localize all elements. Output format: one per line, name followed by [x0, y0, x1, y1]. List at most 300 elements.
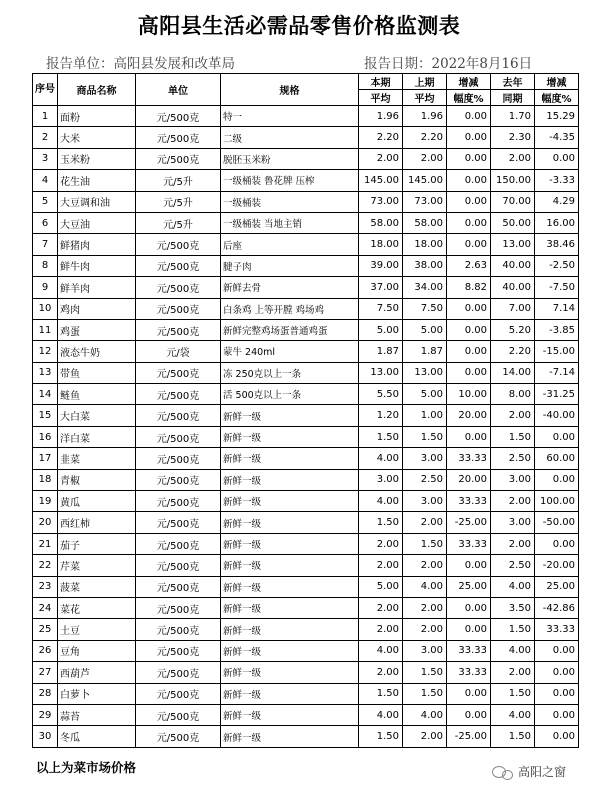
cell-unit: 元/500克 — [136, 127, 221, 148]
cell-spec: 脱胚玉米粉 — [221, 148, 359, 169]
cell-change: 33.33 — [447, 640, 491, 661]
cell-last-year: 2.00 — [491, 148, 535, 169]
cell-seq: 14 — [33, 384, 58, 405]
cell-spec: 新鲜一级 — [221, 426, 359, 447]
cell-last-year: 1.50 — [491, 619, 535, 640]
header-current-top: 本期 — [359, 74, 403, 90]
cell-change: 20.00 — [447, 405, 491, 426]
cell-current: 4.00 — [359, 491, 403, 512]
cell-previous: 73.00 — [403, 191, 447, 212]
table-row — [33, 619, 579, 640]
cell-spec: 活 500克以上一条 — [221, 384, 359, 405]
cell-seq: 4 — [33, 170, 58, 191]
cell-unit: 元/500克 — [136, 298, 221, 319]
cell-spec: 白条鸡 上等开膛 鸡场鸡 — [221, 298, 359, 319]
header-previous-top: 上期 — [403, 74, 447, 90]
cell-yoy: 4.29 — [535, 191, 579, 212]
cell-unit: 元/5升 — [136, 170, 221, 191]
table-row — [33, 405, 579, 426]
cell-name: 青椒 — [58, 469, 136, 490]
table-row — [33, 212, 579, 233]
cell-name: 玉米粉 — [58, 148, 136, 169]
table-row — [33, 726, 579, 747]
table-body — [33, 106, 579, 748]
cell-name: 带鱼 — [58, 362, 136, 383]
cell-unit: 元/500克 — [136, 384, 221, 405]
cell-seq: 6 — [33, 212, 58, 233]
cell-change: -25.00 — [447, 726, 491, 747]
cell-spec: 新鲜一级 — [221, 619, 359, 640]
cell-previous: 3.00 — [403, 448, 447, 469]
cell-seq: 22 — [33, 555, 58, 576]
cell-unit: 元/500克 — [136, 234, 221, 255]
cell-unit: 元/500克 — [136, 469, 221, 490]
cell-change: -25.00 — [447, 512, 491, 533]
cell-current: 58.00 — [359, 212, 403, 233]
cell-spec: 新鲜一级 — [221, 726, 359, 747]
header-yoy-bottom: 幅度% — [535, 90, 579, 106]
cell-yoy: -7.50 — [535, 277, 579, 298]
cell-unit: 元/500克 — [136, 148, 221, 169]
cell-previous: 3.00 — [403, 640, 447, 661]
table-row — [33, 597, 579, 618]
table-row — [33, 448, 579, 469]
cell-yoy: -7.14 — [535, 362, 579, 383]
cell-name: 茄子 — [58, 533, 136, 554]
header-change-top: 增减 — [447, 74, 491, 90]
table-row — [33, 384, 579, 405]
cell-seq: 16 — [33, 426, 58, 447]
cell-change: 33.33 — [447, 491, 491, 512]
cell-change: 10.00 — [447, 384, 491, 405]
cell-unit: 元/500克 — [136, 683, 221, 704]
cell-yoy: 38.46 — [535, 234, 579, 255]
cell-change: 0.00 — [447, 127, 491, 148]
cell-last-year: 2.30 — [491, 127, 535, 148]
cell-seq: 26 — [33, 640, 58, 661]
header-last-year-bottom: 同期 — [491, 90, 535, 106]
cell-change: 0.00 — [447, 148, 491, 169]
cell-last-year: 2.20 — [491, 341, 535, 362]
cell-seq: 9 — [33, 277, 58, 298]
cell-yoy: 7.14 — [535, 298, 579, 319]
cell-last-year: 3.00 — [491, 512, 535, 533]
cell-name: 洋白菜 — [58, 426, 136, 447]
cell-current: 1.20 — [359, 405, 403, 426]
cell-unit: 元/500克 — [136, 726, 221, 747]
cell-yoy: -20.00 — [535, 555, 579, 576]
header-current-bottom: 平均 — [359, 90, 403, 106]
cell-last-year: 2.00 — [491, 533, 535, 554]
table-row — [33, 277, 579, 298]
cell-current: 4.00 — [359, 448, 403, 469]
cell-change: 0.00 — [447, 234, 491, 255]
cell-last-year: 40.00 — [491, 277, 535, 298]
header-last-year-top: 去年 — [491, 74, 535, 90]
cell-current: 4.00 — [359, 640, 403, 661]
cell-current: 2.00 — [359, 662, 403, 683]
cell-name: 芹菜 — [58, 555, 136, 576]
cell-name: 大白菜 — [58, 405, 136, 426]
cell-name: 菠菜 — [58, 576, 136, 597]
cell-change: 0.00 — [447, 170, 491, 191]
cell-seq: 24 — [33, 597, 58, 618]
cell-spec: 新鲜一级 — [221, 469, 359, 490]
cell-seq: 10 — [33, 298, 58, 319]
cell-last-year: 8.00 — [491, 384, 535, 405]
table-row — [33, 255, 579, 276]
cell-previous: 38.00 — [403, 255, 447, 276]
cell-current: 4.00 — [359, 704, 403, 725]
cell-unit: 元/500克 — [136, 106, 221, 127]
header-seq: 序号 — [33, 74, 58, 106]
cell-current: 2.00 — [359, 533, 403, 554]
cell-unit: 元/500克 — [136, 255, 221, 276]
cell-change: 0.00 — [447, 191, 491, 212]
cell-yoy: 0.00 — [535, 662, 579, 683]
table-row — [33, 319, 579, 340]
cell-name: 土豆 — [58, 619, 136, 640]
cell-change: 2.63 — [447, 255, 491, 276]
cell-last-year: 50.00 — [491, 212, 535, 233]
cell-name: 鲢鱼 — [58, 384, 136, 405]
cell-unit: 元/5升 — [136, 191, 221, 212]
cell-yoy: 0.00 — [535, 148, 579, 169]
cell-spec: 新鲜一级 — [221, 533, 359, 554]
cell-seq: 7 — [33, 234, 58, 255]
header-spec: 规格 — [221, 74, 359, 106]
cell-yoy: 15.29 — [535, 106, 579, 127]
cell-seq: 30 — [33, 726, 58, 747]
cell-spec: 新鲜一级 — [221, 576, 359, 597]
cell-unit: 元/500克 — [136, 491, 221, 512]
cell-spec: 新鲜一级 — [221, 683, 359, 704]
table-row — [33, 469, 579, 490]
cell-name: 大豆调和油 — [58, 191, 136, 212]
cell-yoy: -31.25 — [535, 384, 579, 405]
cell-name: 鲜牛肉 — [58, 255, 136, 276]
cell-unit: 元/500克 — [136, 576, 221, 597]
cell-yoy: 0.00 — [535, 533, 579, 554]
cell-previous: 4.00 — [403, 704, 447, 725]
cell-previous: 145.00 — [403, 170, 447, 191]
watermark — [492, 763, 566, 780]
cell-name: 鸡肉 — [58, 298, 136, 319]
table-row — [33, 704, 579, 725]
cell-previous: 5.00 — [403, 319, 447, 340]
cell-change: 33.33 — [447, 448, 491, 469]
cell-last-year: 1.50 — [491, 426, 535, 447]
cell-unit: 元/500克 — [136, 597, 221, 618]
cell-current: 2.00 — [359, 619, 403, 640]
cell-spec: 新鲜去骨 — [221, 277, 359, 298]
report-unit: 报告单位：高阳县发展和改革局 — [46, 56, 235, 72]
cell-current: 2.00 — [359, 555, 403, 576]
cell-current: 2.00 — [359, 597, 403, 618]
cell-yoy: 100.00 — [535, 491, 579, 512]
cell-spec: 一级桶装 鲁花牌 压榨 — [221, 170, 359, 191]
cell-change: 33.33 — [447, 662, 491, 683]
header-previous-bottom: 平均 — [403, 90, 447, 106]
cell-seq: 29 — [33, 704, 58, 725]
cell-previous: 1.50 — [403, 662, 447, 683]
cell-spec: 新鲜完整鸡场蛋普通鸡蛋 — [221, 319, 359, 340]
cell-current: 7.50 — [359, 298, 403, 319]
cell-spec: 后座 — [221, 234, 359, 255]
cell-previous: 58.00 — [403, 212, 447, 233]
cell-last-year: 13.00 — [491, 234, 535, 255]
cell-yoy: -3.33 — [535, 170, 579, 191]
cell-last-year: 4.00 — [491, 704, 535, 725]
cell-last-year: 2.00 — [491, 405, 535, 426]
cell-yoy: -42.86 — [535, 597, 579, 618]
cell-name: 大豆油 — [58, 212, 136, 233]
cell-current: 5.00 — [359, 319, 403, 340]
report-date: 报告日期：2022年8月16日 — [364, 56, 533, 72]
cell-name: 白萝卜 — [58, 683, 136, 704]
cell-spec: 新鲜一级 — [221, 640, 359, 661]
table-row — [33, 555, 579, 576]
cell-current: 5.50 — [359, 384, 403, 405]
table-row — [33, 533, 579, 554]
cell-seq: 23 — [33, 576, 58, 597]
cell-seq: 21 — [33, 533, 58, 554]
cell-previous: 1.50 — [403, 533, 447, 554]
cell-current: 1.96 — [359, 106, 403, 127]
cell-seq: 18 — [33, 469, 58, 490]
cell-name: 菜花 — [58, 597, 136, 618]
cell-previous: 1.96 — [403, 106, 447, 127]
cell-name: 面粉 — [58, 106, 136, 127]
cell-yoy: -3.85 — [535, 319, 579, 340]
cell-spec: 蒙牛 240ml — [221, 341, 359, 362]
cell-spec: 冻 250克以上一条 — [221, 362, 359, 383]
price-table — [32, 73, 579, 748]
cell-current: 1.50 — [359, 426, 403, 447]
cell-last-year: 14.00 — [491, 362, 535, 383]
cell-change: 20.00 — [447, 469, 491, 490]
cell-previous: 2.20 — [403, 127, 447, 148]
cell-change: 0.00 — [447, 298, 491, 319]
cell-last-year: 1.50 — [491, 726, 535, 747]
cell-seq: 13 — [33, 362, 58, 383]
cell-last-year: 150.00 — [491, 170, 535, 191]
table-row — [33, 426, 579, 447]
table-row — [33, 491, 579, 512]
table-row — [33, 191, 579, 212]
page-title: 高阳县生活必需品零售价格监测表 — [137, 14, 461, 38]
cell-unit: 元/5升 — [136, 212, 221, 233]
cell-previous: 13.00 — [403, 362, 447, 383]
cell-yoy: 0.00 — [535, 704, 579, 725]
cell-yoy: -15.00 — [535, 341, 579, 362]
cell-spec: 腱子肉 — [221, 255, 359, 276]
cell-spec: 新鲜一级 — [221, 555, 359, 576]
cell-unit: 元/500克 — [136, 662, 221, 683]
cell-spec: 新鲜一级 — [221, 405, 359, 426]
cell-last-year: 70.00 — [491, 191, 535, 212]
cell-seq: 5 — [33, 191, 58, 212]
cell-previous: 2.00 — [403, 619, 447, 640]
cell-unit: 元/500克 — [136, 555, 221, 576]
cell-yoy: 60.00 — [535, 448, 579, 469]
table-row — [33, 362, 579, 383]
cell-name: 蒜苔 — [58, 704, 136, 725]
cell-name: 液态牛奶 — [58, 341, 136, 362]
cell-name: 冬瓜 — [58, 726, 136, 747]
cell-seq: 25 — [33, 619, 58, 640]
table-row — [33, 512, 579, 533]
cell-change: 0.00 — [447, 619, 491, 640]
cell-change: 0.00 — [447, 597, 491, 618]
cell-unit: 元/袋 — [136, 341, 221, 362]
cell-change: 0.00 — [447, 362, 491, 383]
cell-name: 鲜羊肉 — [58, 277, 136, 298]
cell-previous: 34.00 — [403, 277, 447, 298]
cell-unit: 元/500克 — [136, 704, 221, 725]
cell-name: 花生油 — [58, 170, 136, 191]
cell-current: 37.00 — [359, 277, 403, 298]
cell-change: 0.00 — [447, 704, 491, 725]
header-unit: 单位 — [136, 74, 221, 106]
cell-seq: 15 — [33, 405, 58, 426]
cell-name: 鲜猪肉 — [58, 234, 136, 255]
cell-seq: 2 — [33, 127, 58, 148]
cell-spec: 新鲜一级 — [221, 512, 359, 533]
cell-previous: 1.00 — [403, 405, 447, 426]
cell-unit: 元/500克 — [136, 640, 221, 661]
cell-unit: 元/500克 — [136, 319, 221, 340]
table-row — [33, 576, 579, 597]
cell-current: 145.00 — [359, 170, 403, 191]
cell-current: 5.00 — [359, 576, 403, 597]
cell-change: 33.33 — [447, 533, 491, 554]
cell-change: 0.00 — [447, 555, 491, 576]
cell-seq: 11 — [33, 319, 58, 340]
cell-last-year: 4.00 — [491, 576, 535, 597]
cell-previous: 5.00 — [403, 384, 447, 405]
cell-name: 鸡蛋 — [58, 319, 136, 340]
table-row — [33, 298, 579, 319]
cell-current: 39.00 — [359, 255, 403, 276]
cell-previous: 2.00 — [403, 555, 447, 576]
cell-seq: 20 — [33, 512, 58, 533]
cell-spec: 一级桶装 当地主销 — [221, 212, 359, 233]
cell-previous: 2.00 — [403, 512, 447, 533]
header-change-bottom: 幅度% — [447, 90, 491, 106]
cell-unit: 元/500克 — [136, 426, 221, 447]
cell-current: 1.50 — [359, 726, 403, 747]
cell-seq: 12 — [33, 341, 58, 362]
cell-previous: 1.50 — [403, 426, 447, 447]
wechat-icon — [492, 764, 514, 780]
cell-yoy: -2.50 — [535, 255, 579, 276]
watermark-text: 高阳之窗 — [518, 765, 567, 779]
cell-last-year: 2.00 — [491, 491, 535, 512]
cell-previous: 2.00 — [403, 597, 447, 618]
cell-last-year: 40.00 — [491, 255, 535, 276]
table-row — [33, 234, 579, 255]
cell-name: 豆角 — [58, 640, 136, 661]
cell-unit: 元/500克 — [136, 362, 221, 383]
cell-change: 0.00 — [447, 106, 491, 127]
cell-previous: 1.50 — [403, 683, 447, 704]
table-row — [33, 341, 579, 362]
cell-current: 3.00 — [359, 469, 403, 490]
header-name: 商品名称 — [58, 74, 136, 106]
cell-change: 25.00 — [447, 576, 491, 597]
cell-unit: 元/500克 — [136, 448, 221, 469]
cell-change: 0.00 — [447, 212, 491, 233]
cell-unit: 元/500克 — [136, 619, 221, 640]
cell-seq: 17 — [33, 448, 58, 469]
cell-previous: 2.00 — [403, 726, 447, 747]
cell-seq: 1 — [33, 106, 58, 127]
cell-unit: 元/500克 — [136, 512, 221, 533]
cell-spec: 特一 — [221, 106, 359, 127]
cell-previous: 2.50 — [403, 469, 447, 490]
table-row — [33, 170, 579, 191]
cell-yoy: -50.00 — [535, 512, 579, 533]
cell-yoy: 0.00 — [535, 640, 579, 661]
cell-change: 0.00 — [447, 319, 491, 340]
cell-current: 1.50 — [359, 512, 403, 533]
cell-seq: 19 — [33, 491, 58, 512]
cell-change: 0.00 — [447, 341, 491, 362]
table-row — [33, 683, 579, 704]
cell-name: 西葫芦 — [58, 662, 136, 683]
cell-change: 0.00 — [447, 683, 491, 704]
cell-current: 1.87 — [359, 341, 403, 362]
table-row — [33, 106, 579, 127]
cell-previous: 2.00 — [403, 148, 447, 169]
table-row — [33, 127, 579, 148]
cell-seq: 28 — [33, 683, 58, 704]
cell-current: 2.00 — [359, 148, 403, 169]
cell-last-year: 2.00 — [491, 662, 535, 683]
cell-spec: 新鲜一级 — [221, 662, 359, 683]
cell-last-year: 2.50 — [491, 448, 535, 469]
cell-yoy: -40.00 — [535, 405, 579, 426]
cell-current: 18.00 — [359, 234, 403, 255]
cell-last-year: 2.50 — [491, 555, 535, 576]
cell-current: 1.50 — [359, 683, 403, 704]
cell-name: 西红柿 — [58, 512, 136, 533]
cell-previous: 18.00 — [403, 234, 447, 255]
cell-previous: 3.00 — [403, 491, 447, 512]
cell-spec: 新鲜一级 — [221, 597, 359, 618]
cell-previous: 1.87 — [403, 341, 447, 362]
cell-yoy: 0.00 — [535, 469, 579, 490]
cell-last-year: 3.50 — [491, 597, 535, 618]
cell-current: 2.20 — [359, 127, 403, 148]
cell-spec: 新鲜一级 — [221, 491, 359, 512]
header-yoy-top: 增减 — [535, 74, 579, 90]
cell-yoy: 0.00 — [535, 683, 579, 704]
cell-name: 黄瓜 — [58, 491, 136, 512]
cell-unit: 元/500克 — [136, 533, 221, 554]
cell-change: 8.82 — [447, 277, 491, 298]
cell-spec: 一级桶装 — [221, 191, 359, 212]
cell-last-year: 4.00 — [491, 640, 535, 661]
cell-previous: 7.50 — [403, 298, 447, 319]
cell-last-year: 7.00 — [491, 298, 535, 319]
cell-yoy: 25.00 — [535, 576, 579, 597]
table-row — [33, 640, 579, 661]
cell-unit: 元/500克 — [136, 405, 221, 426]
cell-unit: 元/500克 — [136, 277, 221, 298]
cell-last-year: 5.20 — [491, 319, 535, 340]
